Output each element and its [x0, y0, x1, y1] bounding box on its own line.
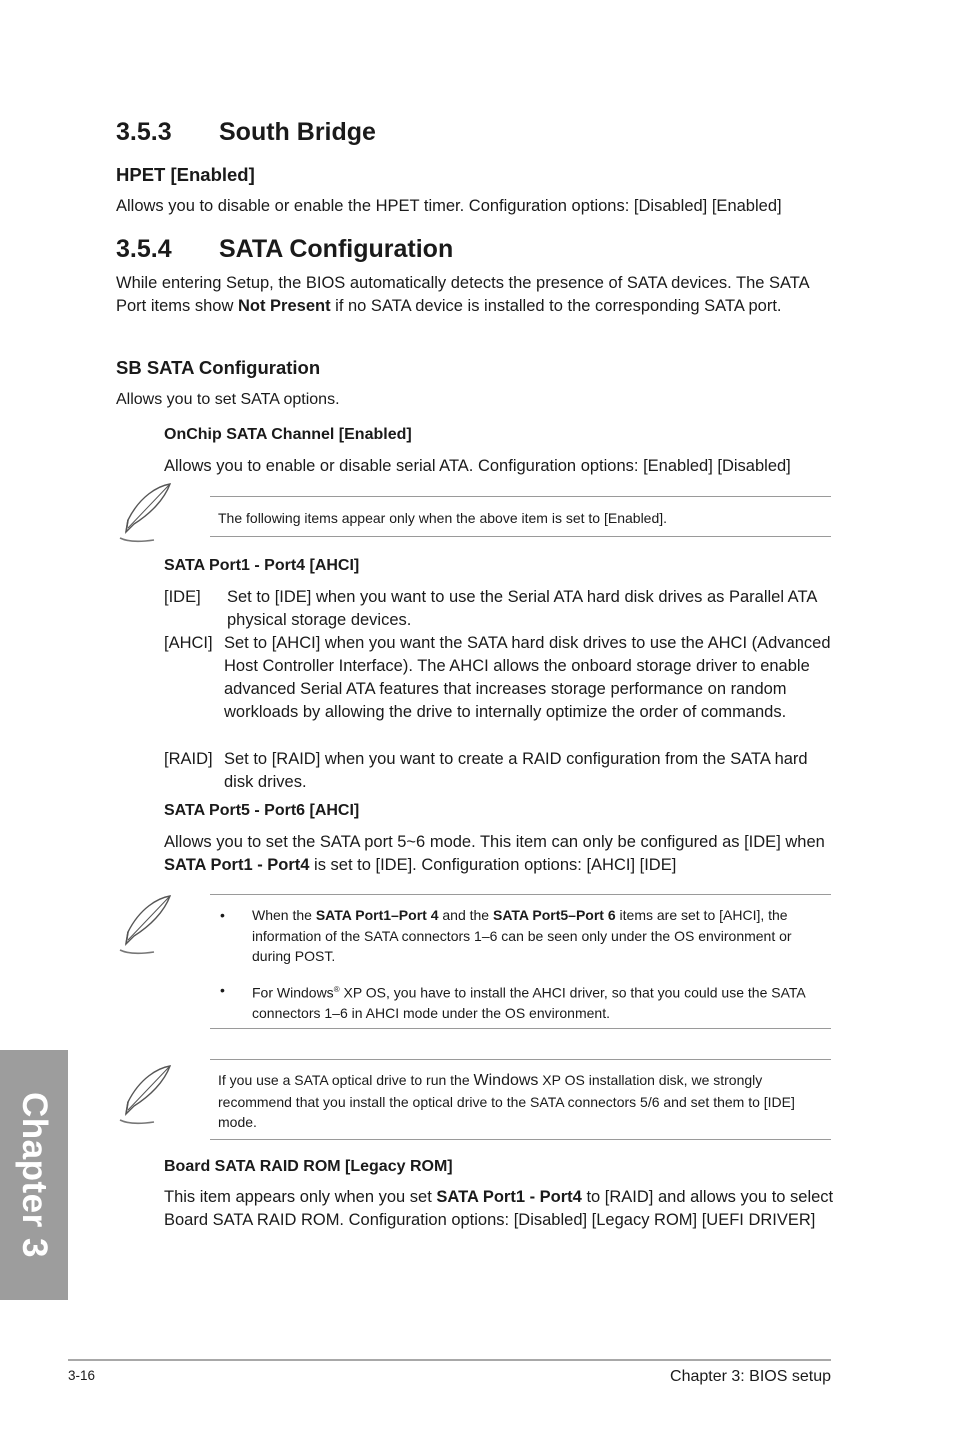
bullet-dot: •: [220, 982, 225, 998]
note-pen-icon: [114, 480, 178, 544]
section-heading-sata-configuration: [116, 235, 453, 264]
text-run: items are set to [AHCI], the information of the SATA connectors 1–6 can be seen only under the OS environment or during POST.: [252, 907, 792, 964]
chapter-tab: [0, 1050, 68, 1300]
note-2-bullet-2: [220, 980, 832, 1024]
option-tag: [AHCI]: [164, 634, 213, 652]
registered-mark: ®: [333, 985, 340, 994]
text-run: If you use a SATA optical drive to run the: [218, 1072, 474, 1088]
intro-text-2: if no SATA device is installed to the corresponding SATA port.: [330, 297, 782, 315]
raidrom-description: [164, 1186, 834, 1232]
text-run: This item appears only when you set: [164, 1188, 437, 1206]
raidrom-heading: Board SATA RAID ROM [Legacy ROM]: [164, 1158, 453, 1175]
sb-sata-heading: SB SATA Configuration: [116, 357, 321, 378]
port14-heading: SATA Port1 - Port4 [AHCI]: [164, 557, 360, 574]
chapter-tab-label: Chapter 3: [15, 1092, 54, 1258]
footer-chapter-title: Chapter 3: BIOS setup: [670, 1368, 831, 1385]
port56-description: [164, 831, 834, 877]
bold-run: SATA Port5–Port 6: [492, 907, 616, 923]
bold-run: SATA Port1 - Port4: [436, 1188, 582, 1206]
option-tag: [IDE]: [164, 588, 201, 606]
note-rule-top: [210, 496, 831, 497]
port56-bold: SATA Port1 - Port4: [164, 856, 310, 874]
section-heading-south-bridge: [116, 118, 376, 147]
sb-sata-description: Allows you to set SATA options.: [116, 391, 340, 408]
note-rule-top: [210, 1059, 831, 1060]
hpet-description: Allows you to disable or enable the HPET timer. Configuration options: [Disabled] [Enabled]: [116, 197, 782, 215]
intro-text: While entering Setup, the BIOS automatically detects the presence of SATA devices. The SATA Port items show: [116, 274, 809, 315]
option-description: Set to [RAID] when you want to create a RAID configuration from the SATA hard disk drives.: [224, 750, 808, 791]
note-3-text: [218, 1070, 818, 1133]
section-number: 3.5.4: [116, 235, 172, 263]
page-number: 3-16: [68, 1368, 96, 1383]
note-pen-icon: [114, 892, 178, 956]
text-run: XP OS installation disk, we strongly recommend that you install the optical drive to the SATA connectors 5/6 and set them to [IDE] mode.: [218, 1072, 795, 1130]
section-title: SATA Configuration: [219, 235, 454, 263]
bullet-text: [252, 980, 820, 1024]
note-rule-bottom: [210, 1139, 831, 1140]
port56-text: Allows you to set the SATA port 5~6 mode. This item can only be configured as [IDE] when: [164, 833, 825, 851]
option-description: Set to [IDE] when you want to use the Serial ATA hard disk drives as Parallel ATA physical storage devices.: [227, 588, 817, 629]
note-2-bullet-1: [220, 905, 832, 969]
bullet-text: [252, 905, 832, 967]
text-run: When the: [252, 907, 316, 923]
port56-text-2: is set to [IDE]. Configuration options: [AHCI] [IDE]: [309, 856, 677, 874]
bold-run: SATA Port1–Port 4: [315, 907, 439, 923]
option-ide: [164, 586, 834, 632]
onchip-description: Allows you to enable or disable serial ATA. Configuration options: [Enabled] [Disabled]: [164, 457, 791, 475]
bullet-dot: •: [220, 907, 225, 923]
section-title: South Bridge: [219, 118, 376, 146]
sata-intro: [116, 272, 831, 318]
onchip-heading: OnChip SATA Channel [Enabled]: [164, 426, 412, 443]
port56-heading: SATA Port5 - Port6 [AHCI]: [164, 802, 360, 819]
note-pen-icon: [114, 1062, 178, 1126]
hpet-heading: HPET [Enabled]: [116, 164, 255, 185]
option-description: Set to [AHCI] when you want the SATA hard disk drives to use the AHCI (Advanced Host Controller Interface). The AHCI allows the onboard storage driver to enable advanced Serial ATA features that increases storage performance on random workloads by allowing the drive to internally optimize the order of commands.: [224, 634, 831, 721]
text-run: and the: [438, 907, 493, 923]
section-number: 3.5.3: [116, 118, 172, 146]
option-raid: [164, 748, 834, 794]
note-rule-bottom: [210, 536, 831, 537]
note-1-text: The following items appear only when the above item is set to [Enabled].: [218, 510, 668, 526]
option-ahci: [164, 632, 834, 747]
intro-bold: Not Present: [237, 297, 331, 315]
note-rule-bottom: [210, 1028, 831, 1029]
text-run: XP OS, you have to install the AHCI driver, so that you could use the SATA connectors 1–6 in AHCI mode under the OS environment.: [252, 984, 805, 1022]
option-tag: [RAID]: [164, 750, 213, 768]
note-rule-top: [210, 894, 831, 895]
windows-word: Windows: [473, 1072, 539, 1089]
text-run: to [RAID] and allows you to select Board SATA RAID ROM. Configuration options: [Disabled] [Legacy ROM] [UEFI DRIVER]: [164, 1188, 834, 1229]
footer-rule: [68, 1359, 831, 1361]
text-run: For Windows: [252, 984, 334, 1001]
